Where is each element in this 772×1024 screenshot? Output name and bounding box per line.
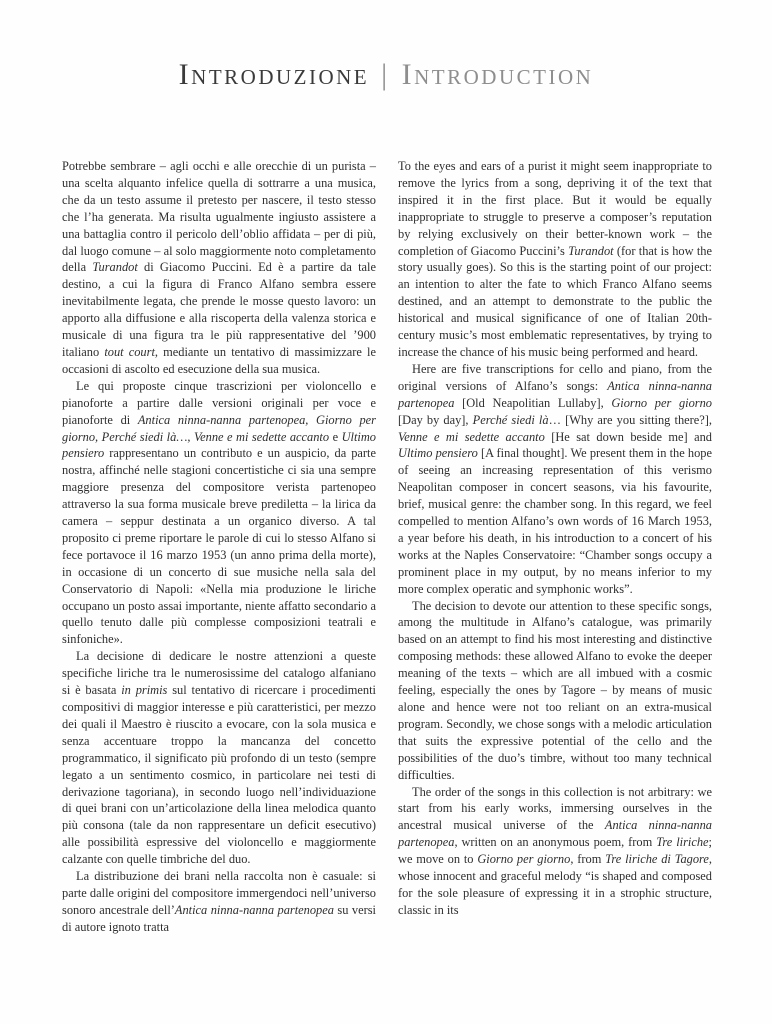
italic-text-run: Tre liriche bbox=[656, 835, 709, 850]
text-run: The decision to devote our attention to these specific songs, among the multitude in Alfano’s catalogue, was primarily based on an attempt to find his most interesting and distinctive composing methods: these allowed Alfano to evoke the deeper meaning of the texts – which are all imbued with a cosmic feeling, especially the ones by Tagore – by means of music alone and hence were not too reliant on an extra-musical program. Secondly, we chose songs with a melodic articulation that suits the expressive potential of the cello and the possibilities of the duo’s timbre, without too many technical difficulties. bbox=[398, 598, 712, 782]
text-run: sul tentativo di ricercare i procedimenti compositivi di maggior interesse e più caratteristici, per mezzo dei quali il Maestro è riuscito a evocare, con la sola musica e senza accentuare troppo la mancanza del concetto programmatico, il significato più profondo di un testo (sempre legato a un sentimento cosmico, in particolare nei testi di derivazione tagoriana), in secondo luogo nell’individuazione di quei brani con un’articolazione della linea melodica quanto più consona (tale da non rappresentare un deficit esecutivo) alle possibilità espressive del violoncello e maggiormente calzante con quelle timbriche del duo. bbox=[62, 683, 376, 867]
italic-text-run: Giorno per giorno bbox=[611, 395, 712, 410]
italic-text-run: Antica ninna-nanna partenopea bbox=[174, 902, 334, 917]
paragraph bbox=[398, 784, 712, 919]
text-run: , whose innocent and graceful melody “is shaped and composed for the sole pleasure of expressing it in a strophic structure, classic in its bbox=[398, 852, 713, 917]
text-run: … [Why are you sitting there?], bbox=[548, 412, 712, 427]
italic-text-run: Ultimo pensiero bbox=[62, 429, 376, 461]
text-run: Le qui proposte cinque trascrizioni per violoncello e pianoforte a partire dalle versioni originali per voce e pianoforte di bbox=[62, 378, 376, 427]
text-run: The order of the songs in this collection is not arbitrary: we start from his early works, immersing ourselves in the ancestral musical universe of the bbox=[398, 784, 712, 833]
title-english: Introduction bbox=[401, 58, 594, 91]
text-run: La decisione di dedicare le nostre attenzioni a queste specifiche liriche tra le numerosissime del catalogo alfaniano si è basata bbox=[62, 649, 376, 698]
text-run: Here are five transcriptions for cello and piano, from the original versions of Alfano’s songs: bbox=[398, 361, 712, 393]
italic-text-run: Antica ninna-nanna partenopea bbox=[398, 818, 712, 850]
text-run: [Old Neapolitian Lullaby], bbox=[454, 395, 612, 410]
italic-text-run: Turandot bbox=[92, 260, 138, 275]
text-run: , mediante un tentativo di massimizzare le occasioni di ascolto ed esecuzione della sua musica. bbox=[62, 344, 376, 376]
paragraph bbox=[398, 598, 712, 784]
text-run: To the eyes and ears of a purist it might seem inappropriate to remove the lyrics from a song, depriving it of the text that inspired it in the first place. But it would be equally inappropriate to struggle to preserve a composer’s reputation by relying exclusively on their better-known work – the completion of Giacomo Puccini’s bbox=[398, 159, 712, 258]
text-run: e bbox=[329, 429, 342, 444]
paragraph bbox=[398, 158, 712, 361]
paragraph bbox=[62, 868, 376, 936]
italic-text-run: Antica ninna-nanna partenopea bbox=[398, 378, 712, 410]
italic-text-run: Venne e mi sedette accanto bbox=[398, 429, 545, 444]
title-separator: | bbox=[381, 58, 390, 91]
paragraph bbox=[62, 378, 376, 649]
italic-text-run: Tre liriche di Tagore bbox=[605, 852, 709, 867]
page-title bbox=[0, 58, 772, 92]
italic-text-run: Turandot bbox=[568, 243, 614, 258]
italic-text-run: Giorno per giorno bbox=[477, 852, 571, 867]
text-run: di Giacomo Puccini. Ed è a partire da tale destino, a cui la figura di Franco Alfano sembra essere inevitabilmente legata, che prende le mosse questo lavoro: un apporto alla diffusione e alla riscoperta della valenza storica e musicale di una figura tra le più rappresentative del ’900 italiano bbox=[62, 260, 376, 359]
text-run: [A final thought]. We present them in the hope of seeing an increasing representation of this verismo Neapolitan composer in concert seasons, via his favourite, brief, musical genre: the chamber song. In this regard, we feel compelled to mention Alfano’s own words of 16 March 1953, a year before his death, in his introduction to a concert of his works at the Naples Conservatoire: “Chamber songs occupy a prominent place in my output, by no means inferior to my more complex operatic and symphonic works”. bbox=[398, 446, 712, 596]
italic-text-run: Antica ninna-nanna partenopea, Giorno per giorno, Perché siedi là…, Venne e mi sedette accanto bbox=[62, 412, 376, 444]
italic-text-run: tout court bbox=[104, 344, 155, 359]
text-columns bbox=[62, 158, 712, 936]
text-run: Potrebbe sembrare – agli occhi e alle orecchie di un purista – una scelta alquanto infelice quella di sottrarre a una musica, che da un testo assume il pretesto per nascere, il testo stesso che l’ha generata. Ma risulta ugualmente ingiusto assistere a una battaglia contro il pericolo dell’oblio affidata – per di più, dal luogo comune – al solo maggiormente noto completamento della bbox=[62, 159, 376, 275]
paragraph bbox=[62, 158, 376, 378]
italic-text-run: in primis bbox=[121, 683, 168, 698]
italic-text-run: Perché siedi là bbox=[472, 412, 549, 427]
text-run: ; we move on to bbox=[398, 835, 712, 867]
column-italian bbox=[62, 158, 376, 936]
text-run: [He sat down beside me] and bbox=[544, 429, 712, 444]
text-run: La distribuzione dei brani nella raccolta non è casuale: si parte dalle origini del compositore immergendoci nell’universo sonoro ancestrale dell’ bbox=[62, 869, 376, 917]
text-run: , written on an anonymous poem, from bbox=[454, 835, 657, 850]
paragraph bbox=[398, 361, 712, 598]
text-run: , from bbox=[570, 852, 606, 867]
title-italian: Introduzione bbox=[178, 58, 370, 91]
text-run: su versi di autore ignoto tratta bbox=[62, 902, 376, 934]
paragraph bbox=[62, 648, 376, 868]
text-run: rappresentano un contributo e un auspicio, da parte nostra, affinché nelle stagioni concertistiche ci sia una sempre maggiore presenza del compositore verista partenopeo attraverso la sua forma musicale breve prediletta – la lirica da camera – seppur destinata a un organico diverso. A tal proposito ci preme riportare le parole di cui lo stesso Alfano si fece portavoce il 16 marzo 1953 (un anno prima della morte), in occasione di un concerto di sue musiche nella sala del Conservatorio di Napoli: «Nella mia produzione le liriche occupano un posto assai importante, niente affatto secondario a quello tenuto dalle più complesse composizioni teatrali e sinfoniche». bbox=[62, 446, 376, 647]
text-run: [Day by day], bbox=[398, 412, 473, 427]
italic-text-run: Ultimo pensiero bbox=[398, 446, 478, 461]
column-english bbox=[398, 158, 712, 936]
text-run: (for that is how the story usually goes). So this is the starting point of our project: an intention to alter the fate to which Franco Alfano seems destined, and an attempt to demonstrate to the public the historical and musical significance of one of Italian 20th-century music’s most emblematic representatives, by trying to increase the chance of his music being performed and heard. bbox=[398, 243, 713, 359]
